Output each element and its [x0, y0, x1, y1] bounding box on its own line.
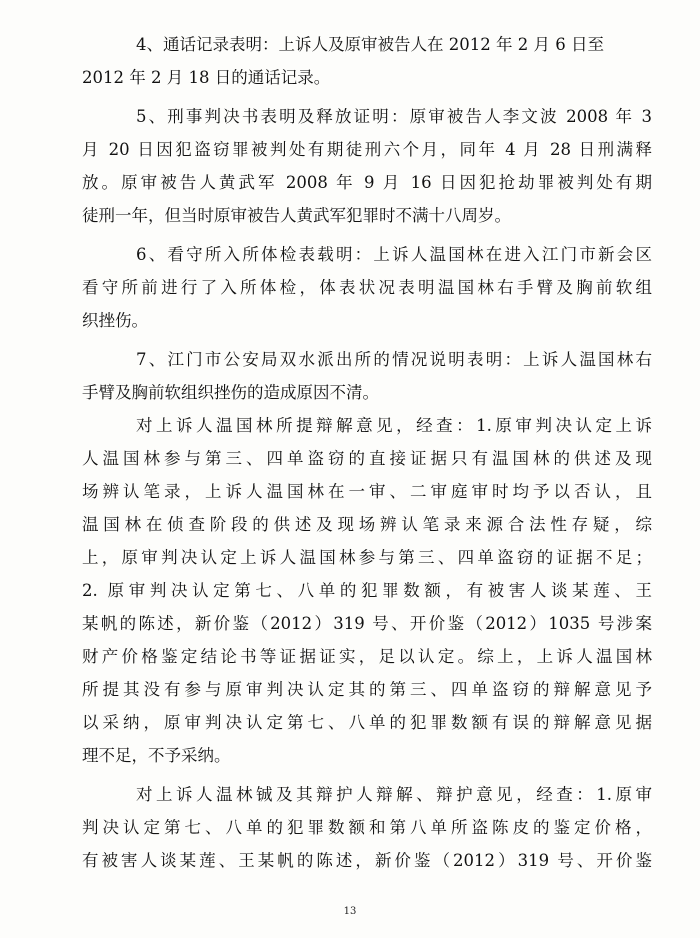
paragraph-4-call-records	[82, 28, 652, 94]
text-line: 温国林在侦查阶段的供述及现场辨认笔录来源合法性存疑，综	[82, 515, 652, 534]
text-line: 人温国林参与第三、四单盗窃的直接证据只有温国林的供述及现	[82, 449, 652, 468]
text-line: 徒刑一年，但当时原审被告人黄武军犯罪时不满十八周岁。	[82, 206, 511, 225]
text-line: 理不足，不予采纳。	[82, 746, 231, 765]
text-line: 以采纳，原审判决认定第七、八单的犯罪数额有误的辩解意见据	[82, 713, 652, 732]
text-line: 手臂及胸前软组织挫伤的造成原因不清。	[82, 383, 379, 402]
text-line: 判决认定第七、八单的犯罪数额和第八单所盗陈皮的鉴定价格，	[82, 818, 652, 837]
text-line: 6、看守所入所体检表载明：上诉人温国林在进入江门市新会区	[136, 245, 652, 264]
text-line: 7、江门市公安局双水派出所的情况说明表明：上诉人温国林右	[136, 350, 652, 369]
text-line: 织挫伤。	[82, 311, 148, 330]
text-line: 所提其没有参与原审判决认定其的第三、四单盗窃的辩解意见予	[82, 680, 652, 699]
text-line: 场辨认笔录，上诉人温国林在一审、二审庭审时均予以否认，且	[82, 482, 652, 501]
text-line: 2012 年 2 月 18 日的通话记录。	[82, 68, 331, 87]
text-line: 某帆的陈述，新价鉴（2012）319 号、开价鉴（2012）1035 号涉案	[82, 614, 652, 633]
text-line: 放。原审被告人黄武军 2008 年 9 月 16 日因犯抢劫罪被判处有期	[82, 173, 652, 192]
text-line: 有被害人谈某莲、王某帆的陈述，新价鉴（2012）319 号、开价鉴	[82, 851, 652, 870]
paragraph-6-detention-health-check	[82, 238, 652, 337]
text-line: 财产价格鉴定结论书等证据证实，足以认定。综上，上诉人温国林	[82, 647, 652, 666]
text-line: 月 20 日因犯盗窃罪被判处有期徒刑六个月，同年 4 月 28 日刑满释	[82, 140, 652, 159]
paragraph-7-police-statement	[82, 343, 652, 409]
paragraph-wen-guolin-defense	[82, 409, 652, 772]
text-line: 看守所前进行了入所体检，体表状况表明温国林右手臂及胸前软组	[82, 278, 652, 297]
paragraph-5-criminal-judgment	[82, 100, 652, 232]
text-line: 对上诉人温国林所提辩解意见，经查：1.原审判决认定上诉	[136, 416, 652, 435]
text-line: 对上诉人温林铖及其辩护人辩解、辩护意见，经查：1.原审	[136, 785, 652, 804]
paragraph-wen-lincheng-defense	[82, 778, 652, 877]
document-body	[82, 28, 652, 877]
text-line: 2. 原审判决认定第七、八单的犯罪数额，有被害人谈某莲、王	[82, 581, 652, 600]
text-line: 上，原审判决认定上诉人温国林参与第三、四单盗窃的证据不足；	[82, 548, 652, 567]
text-line: 5、刑事判决书表明及释放证明：原审被告人李文波 2008 年 3	[136, 107, 652, 126]
page-number: 13	[343, 906, 357, 917]
text-line: 4、通话记录表明：上诉人及原审被告人在 2012 年 2 月 6 日至	[136, 35, 604, 54]
